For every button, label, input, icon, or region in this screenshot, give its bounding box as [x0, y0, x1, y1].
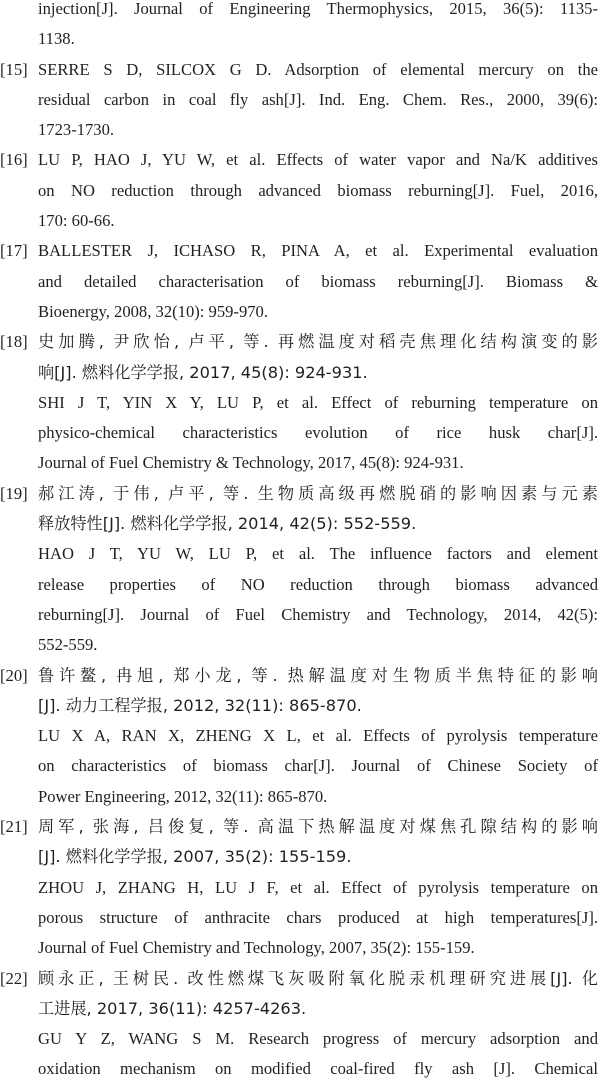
reference-number: [17]	[0, 241, 28, 261]
reference-line: 响[J]. 燃料化学学报, 2017, 45(8): 924-931.	[38, 362, 368, 382]
reference-line: injection[J]. Journal of Engineering Thermophysics, 2015, 36(5): 1135-	[38, 0, 598, 18]
reference-line: release properties of NO reduction through biomass advanced	[38, 574, 598, 594]
reference-entry	[0, 964, 600, 1085]
reference-line: SHI J T, YIN X Y, LU P, et al. Effect of reburning temperature on	[38, 392, 598, 412]
reference-number: [20]	[0, 665, 28, 685]
reference-number: [21]	[0, 817, 28, 837]
reference-line: [J]. 燃料化学学报, 2007, 35(2): 155-159.	[38, 847, 352, 867]
reference-line: on characteristics of biomass char[J]. Journal of Chinese Society of	[38, 756, 598, 776]
reference-line: LU P, HAO J, YU W, et al. Effects of water vapor and Na/K additives	[38, 150, 598, 170]
reference-number: [18]	[0, 332, 28, 352]
reference-line: BALLESTER J, ICHASO R, PINA A, et al. Experimental evaluation	[38, 241, 598, 261]
reference-line: SERRE S D, SILCOX G D. Adsorption of elemental mercury on the	[38, 59, 598, 79]
reference-line: 工进展, 2017, 36(11): 4257-4263.	[38, 998, 307, 1018]
reference-line: Bioenergy, 2008, 32(10): 959-970.	[38, 301, 268, 321]
reference-line: 1138.	[38, 29, 75, 49]
reference-number: [16]	[0, 150, 28, 170]
reference-entry	[0, 661, 600, 812]
reference-entry	[0, 812, 600, 963]
reference-entry	[0, 0, 600, 55]
reference-line: 顾永正, 王树民. 改性燃煤飞灰吸附氧化脱汞机理研究进展[J]. 化	[38, 968, 598, 988]
reference-number: [15]	[0, 59, 28, 79]
reference-entry	[0, 327, 600, 478]
reference-line: on NO reduction through advanced biomass reburning[J]. Fuel, 2016,	[38, 180, 598, 200]
reference-line: 释放特性[J]. 燃料化学学报, 2014, 42(5): 552-559.	[38, 514, 417, 534]
reference-line: reburning[J]. Journal of Fuel Chemistry and Technology, 2014, 42(5):	[38, 604, 598, 624]
reference-line: [J]. 动力工程学报, 2012, 32(11): 865-870.	[38, 695, 362, 715]
reference-line: 1723-1730.	[38, 120, 115, 140]
reference-line: residual carbon in coal fly ash[J]. Ind. Eng. Chem. Res., 2000, 39(6):	[38, 89, 598, 109]
reference-entry	[0, 479, 600, 661]
reference-line: 周军, 张海, 吕俊复, 等. 高温下热解温度对煤焦孔隙结构的影响	[38, 817, 598, 837]
reference-line: 史加腾, 尹欣怡, 卢平, 等. 再燃温度对稻壳焦理化结构演变的影	[38, 332, 598, 352]
reference-line: porous structure of anthracite chars produced at high temperatures[J].	[38, 907, 598, 927]
reference-line: HAO J T, YU W, LU P, et al. The influence factors and element	[38, 544, 598, 564]
reference-line: Power Engineering, 2012, 32(11): 865-870.	[38, 786, 328, 806]
reference-line: LU X A, RAN X, ZHENG X L, et al. Effects of pyrolysis temperature	[38, 726, 598, 746]
reference-line: 170: 60-66.	[38, 211, 115, 231]
reference-entry	[0, 145, 600, 236]
reference-entry	[0, 55, 600, 146]
reference-line: physico-chemical characteristics evolution of rice husk char[J].	[38, 423, 598, 443]
reference-line: GU Y Z, WANG S M. Research progress of mercury adsorption and	[38, 1029, 598, 1049]
reference-entry	[0, 236, 600, 327]
reference-line: 552-559.	[38, 635, 98, 655]
reference-line: ZHOU J, ZHANG H, LU J F, et al. Effect of pyrolysis temperature on	[38, 877, 598, 897]
reference-line: Journal of Fuel Chemistry & Technology, 2017, 45(8): 924-931.	[38, 453, 464, 473]
reference-number: [19]	[0, 483, 28, 503]
reference-number: [22]	[0, 968, 28, 988]
reference-line: 郝江涛, 于伟, 卢平, 等. 生物质高级再燃脱硝的影响因素与元素	[38, 483, 598, 503]
reference-line: oxidation mechanism on modified coal-fired fly ash [J]. Chemical	[38, 1059, 598, 1079]
reference-line: Journal of Fuel Chemistry and Technology, 2007, 35(2): 155-159.	[38, 938, 475, 958]
reference-line: and detailed characterisation of biomass reburning[J]. Biomass &	[38, 271, 598, 291]
reference-line: 鲁许鳌, 冉旭, 郑小龙, 等. 热解温度对生物质半焦特征的影响	[38, 665, 598, 685]
